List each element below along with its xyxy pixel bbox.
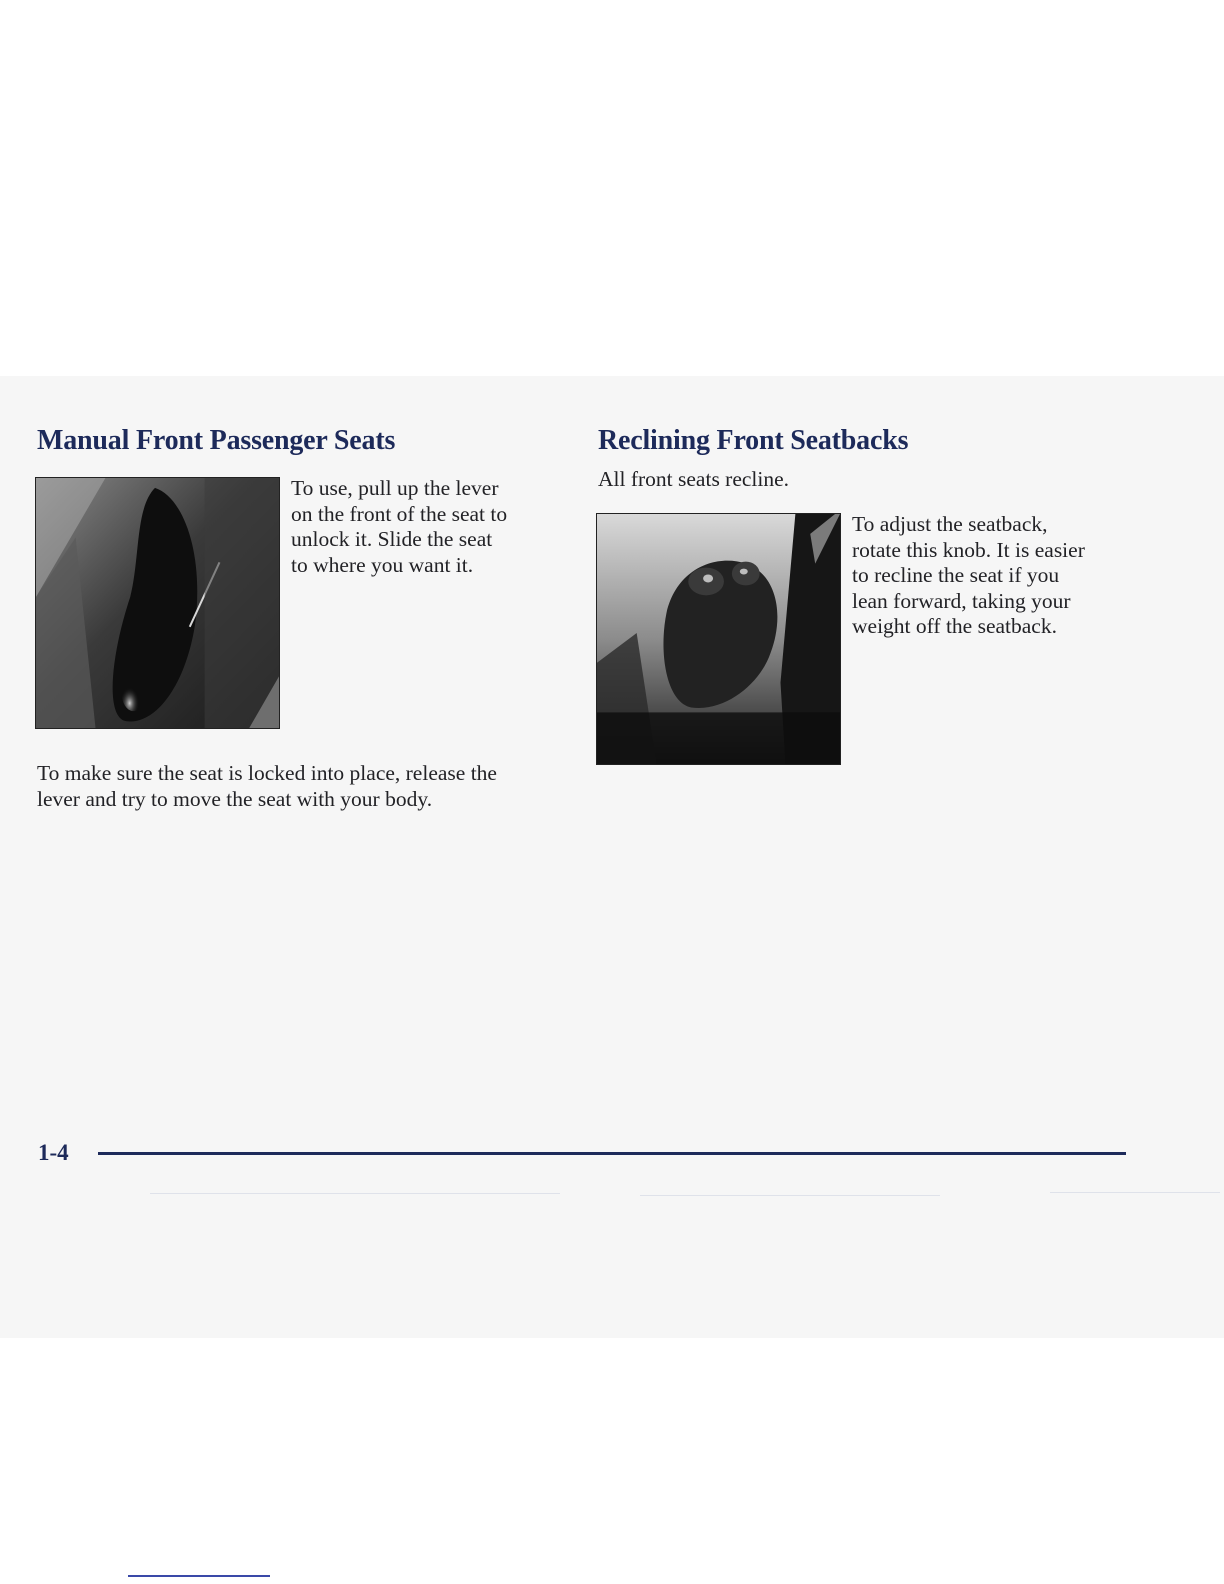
- scan-artifact-line: [640, 1195, 940, 1196]
- text-line: on the front of the seat to: [291, 501, 508, 526]
- text-line: To adjust the seatback,: [852, 512, 1048, 536]
- scan-artifact-line: [150, 1193, 560, 1194]
- text-line: weight off the seatback.: [852, 614, 1057, 638]
- text-line: To make sure the seat is locked into place, release the: [37, 761, 497, 785]
- page-number: 1-4: [38, 1140, 69, 1165]
- recline-intro: All front seats recline.: [598, 467, 790, 491]
- seat-lever-photo: [35, 477, 280, 729]
- scan-artifact-line: [1050, 1192, 1220, 1193]
- seatback-knob-photo: [596, 513, 841, 765]
- seatback-instructions: [852, 512, 1085, 640]
- text-line: rotate this knob. It is easier: [852, 537, 1085, 562]
- manual-seat-instructions: [291, 476, 507, 578]
- bottom-link-underline[interactable]: [128, 1575, 270, 1577]
- text-line: lever and try to move the seat with your body.: [37, 786, 433, 811]
- reclining-front-seatbacks-heading: Reclining Front Seatbacks: [598, 425, 909, 456]
- text-line: lean forward, taking your: [852, 588, 1071, 613]
- manual-front-passenger-seats-heading: Manual Front Passenger Seats: [37, 425, 396, 456]
- footer-rule: [98, 1152, 1126, 1155]
- text-line: unlock it. Slide the seat: [291, 527, 493, 551]
- text-line: to recline the seat if you: [852, 563, 1060, 587]
- text-line: To use, pull up the lever: [291, 476, 499, 500]
- seat-lock-note: [37, 761, 497, 812]
- text-line: to where you want it.: [291, 552, 474, 577]
